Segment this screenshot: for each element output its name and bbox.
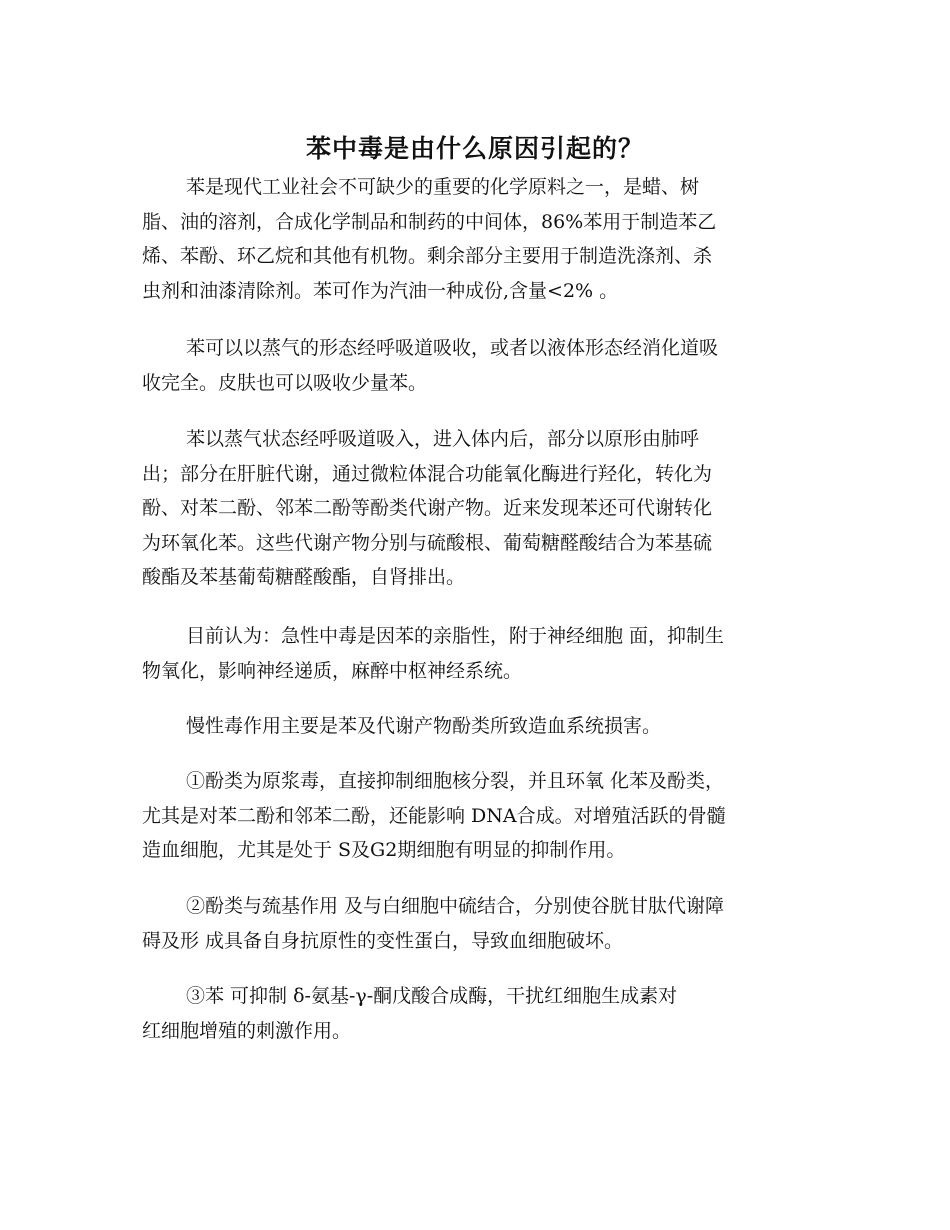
paragraph-metabolism (142, 422, 810, 595)
paragraph-absorption (142, 331, 810, 400)
paragraph-line: 慢性毒作用主要是苯及代谢产物酚类所致造血系统损害。 (186, 715, 662, 737)
paragraph-line: 碍及形 成具备自身抗原性的变性蛋白，导致血细胞破坏。 (142, 929, 624, 952)
paragraph-line: 酸酯及苯基葡萄糖醛酸酯，自肾排出。 (142, 566, 466, 588)
paragraph-line: 物氧化，影响神经递质，麻醉中枢神经系统。 (142, 659, 523, 682)
paragraph-line: 目前认为：急性中毒是因苯的亲脂性，附于神经细胞 面，抑制生 (186, 625, 725, 647)
paragraph-point-1 (142, 764, 810, 868)
paragraph-point-2 (142, 889, 810, 958)
paragraph-line: 红细胞增殖的刺激作用。 (142, 1019, 352, 1042)
paragraph-intro (142, 170, 810, 308)
paragraph-line: 收完全。皮肤也可以吸收少量苯。 (142, 371, 428, 394)
paragraph-line: 尤其是对苯二酚和邻苯二酚，还能影响 DNA合成。对增殖活跃的骨髓 (142, 804, 726, 827)
paragraph-line: 苯可以以蒸气的形态经呼吸道吸收，或者以液体形态经消化道吸 (186, 337, 719, 359)
paragraph-line: 酚、对苯二酚、邻苯二酚等酚类代谢产物。近来发现苯还可代谢转化 (142, 497, 713, 519)
paragraph-line: 虫剂和油漆清除剂。苯可作为汽油一种成份,含量<2% 。 (142, 279, 619, 302)
paragraph-acute-poisoning (142, 619, 810, 688)
paragraph-line: 烯、苯酚、环乙烷和其他有机物。剩余部分主要用于制造洗涤剂、杀 (142, 245, 713, 267)
page-title: 苯中毒是由什么原因引起的？ (305, 133, 644, 163)
paragraph-point-3 (142, 979, 810, 1048)
paragraph-line: 出；部分在肝脏代谢，通过微粒体混合功能氧化酶进行羟化，转化为 (142, 462, 713, 485)
paragraph-line: 脂、油的溶剂，合成化学制品和制药的中间体，86%苯用于制造苯乙 (142, 210, 717, 233)
paragraph-line: 苯以蒸气状态经呼吸道吸入，进入体内后，部分以原形由肺呼 (186, 428, 700, 450)
paragraph-line: ③苯 可抑制 δ-氨基-γ-酮戊酸合成酶，干扰红细胞生成素对 (186, 985, 678, 1007)
paragraph-chronic-poisoning (142, 709, 810, 744)
paragraph-line: ②酚类与巯基作用 及与白细胞中硫结合，分别使谷胱甘肽代谢障 (186, 895, 725, 917)
paragraph-line: ①酚类为原浆毒，直接抑制细胞核分裂，并且环氧 化苯及酚类， (186, 770, 725, 792)
paragraph-line: 苯是现代工业社会不可缺少的重要的化学原料之一，是蜡、树 (186, 176, 700, 198)
paragraph-line: 为环氧化苯。这些代谢产物分别与硫酸根、葡萄糖醛酸结合为苯基硫 (142, 531, 713, 554)
paragraph-line: 造血细胞，尤其是处于 S及G2期细胞有明显的抑制作用。 (142, 839, 626, 861)
